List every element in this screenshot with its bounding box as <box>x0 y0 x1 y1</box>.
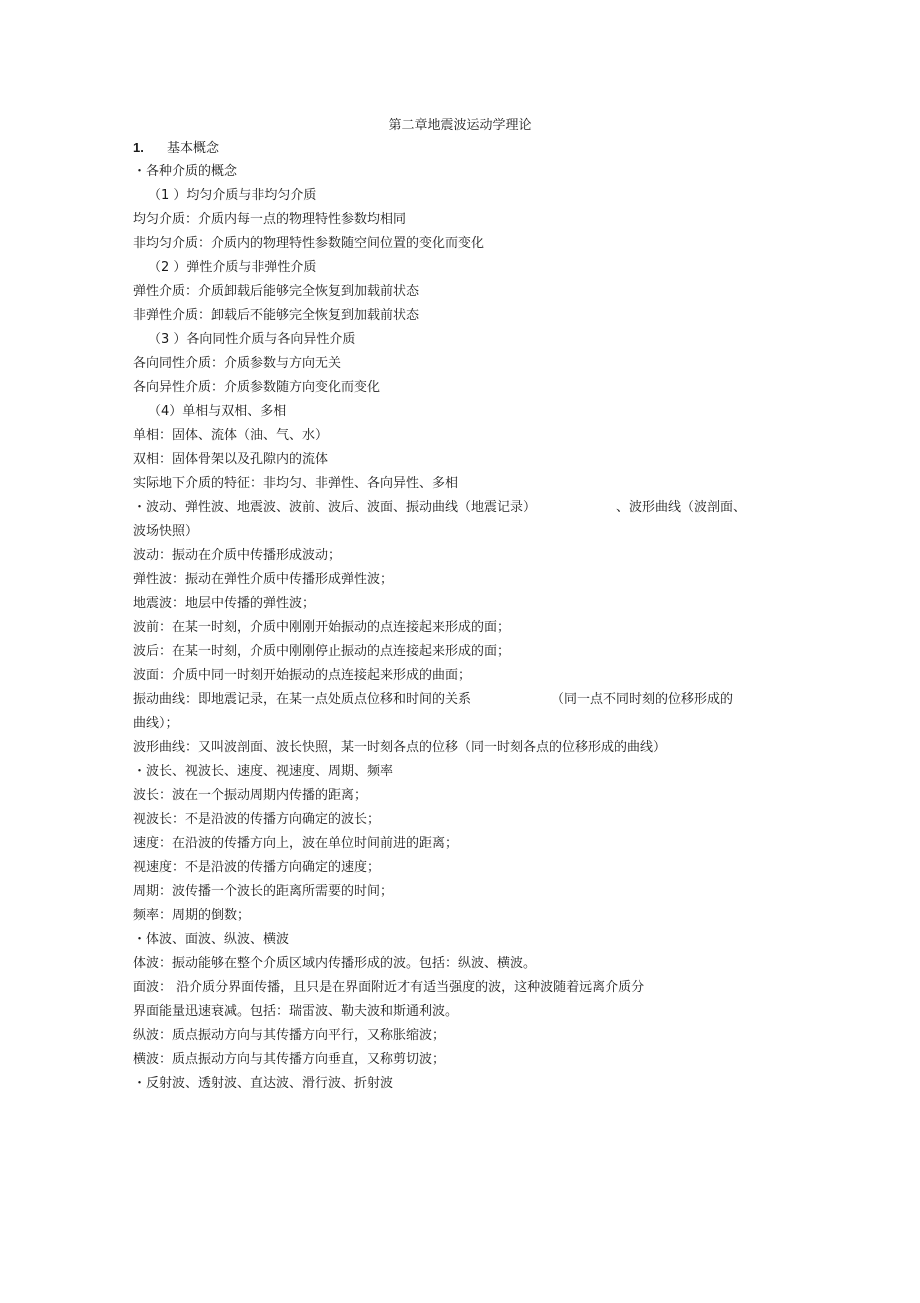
subheading-line: （4）单相与双相、多相 <box>148 404 287 419</box>
bullet-line-part: ・波动、弹性波、地震波、波前、波后、波面、振动曲线（地震记录） <box>133 500 537 515</box>
definition-line <box>133 688 783 712</box>
continuation-line: 曲线）； <box>133 716 179 731</box>
definition-line: 体波：振动能够在整个介质区域内传播形成的波。包括：纵波、横波。 <box>133 956 537 971</box>
definition-line-part: 振动曲线：即地震记录，在某一点处质点位移和时间的关系 <box>133 692 472 707</box>
definition-line: 单相：固体、流体（油、气、水） <box>133 428 329 443</box>
subheading-line: （3 ）各向同性介质与各向异性介质 <box>148 332 356 347</box>
definition-line: 非弹性介质：卸载后不能够完全恢复到加载前状态 <box>133 308 420 323</box>
definition-line: 双相：固体骨架以及孔隙内的流体 <box>133 452 329 467</box>
definition-line: 频率：周期的倒数； <box>133 908 251 923</box>
continuation-line: 界面能量迅速衰减。包括：瑞雷波、勒夫波和斯通利波。 <box>133 1004 459 1019</box>
section-label: 基本概念 <box>167 141 220 156</box>
definition-line: 波前：在某一时刻，介质中刚刚开始振动的点连接起来形成的面； <box>133 620 511 635</box>
definition-line: 非均匀介质：介质内的物理特性参数随空间位置的变化而变化 <box>133 236 485 251</box>
definition-line: 地震波：地层中传播的弹性波； <box>133 596 316 611</box>
definition-line: 速度：在沿波的传播方向上，波在单位时间前进的距离； <box>133 836 459 851</box>
definition-line: 周期：波传播一个波长的距离所需要的时间； <box>133 884 394 899</box>
definition-line: 视波长：不是沿波的传播方向确定的波长； <box>133 812 381 827</box>
definition-line: 波形曲线：又叫波剖面、波长快照，某一时刻各点的位移（同一时刻各点的位移形成的曲线） <box>133 740 667 755</box>
definition-line: 波面：介质中同一时刻开始振动的点连接起来形成的曲面； <box>133 668 472 683</box>
bullet-line <box>133 496 783 520</box>
definition-line: 纵波：质点振动方向与其传播方向平行，又称胀缩波； <box>133 1028 446 1043</box>
definition-line: 各向异性介质：介质参数随方向变化而变化 <box>133 380 381 395</box>
definition-line: 弹性波：振动在弹性介质中传播形成弹性波； <box>133 572 394 587</box>
section-heading <box>133 136 783 160</box>
bullet-line: ・体波、面波、纵波、横波 <box>133 932 290 947</box>
definition-line: 横波：质点振动方向与其传播方向垂直，又称剪切波； <box>133 1052 446 1067</box>
bullet-line: ・反射波、透射波、直达波、滑行波、折射波 <box>133 1076 394 1091</box>
definition-line: 均匀介质：介质内每一点的物理特性参数均相同 <box>133 212 407 227</box>
document-body <box>133 136 783 1096</box>
subheading-line: （1 ）均匀介质与非均匀介质 <box>148 188 317 203</box>
definition-line: 面波： 沿介质分界面传播，且只是在界面附近才有适当强度的波，这种波随着远离介质分 <box>133 980 645 995</box>
definition-line: 波长：波在一个振动周期内传播的距离； <box>133 788 368 803</box>
continuation-line: 波场快照） <box>133 524 199 539</box>
definition-line-part: （同一点不同时刻的位移形成的 <box>551 692 734 707</box>
page-title: 第二章地震波运动学理论 <box>388 118 532 133</box>
bullet-line: ・各种介质的概念 <box>133 164 238 179</box>
definition-line: 视速度：不是沿波的传播方向确定的速度； <box>133 860 381 875</box>
definition-line: 波动：振动在介质中传播形成波动； <box>133 548 342 563</box>
bullet-line-part: 、波形曲线（波剖面、 <box>616 500 747 515</box>
definition-line: 实际地下介质的特征：非均匀、非弹性、各向异性、多相 <box>133 476 459 491</box>
subheading-line: （2 ）弹性介质与非弹性介质 <box>148 260 317 275</box>
definition-line: 波后：在某一时刻，介质中刚刚停止振动的点连接起来形成的面； <box>133 644 511 659</box>
definition-line: 弹性介质：介质卸载后能够完全恢复到加载前状态 <box>133 284 420 299</box>
bullet-line: ・波长、视波长、速度、视速度、周期、频率 <box>133 764 394 779</box>
definition-line: 各向同性介质：介质参数与方向无关 <box>133 356 342 371</box>
section-number: 1. <box>133 140 144 155</box>
